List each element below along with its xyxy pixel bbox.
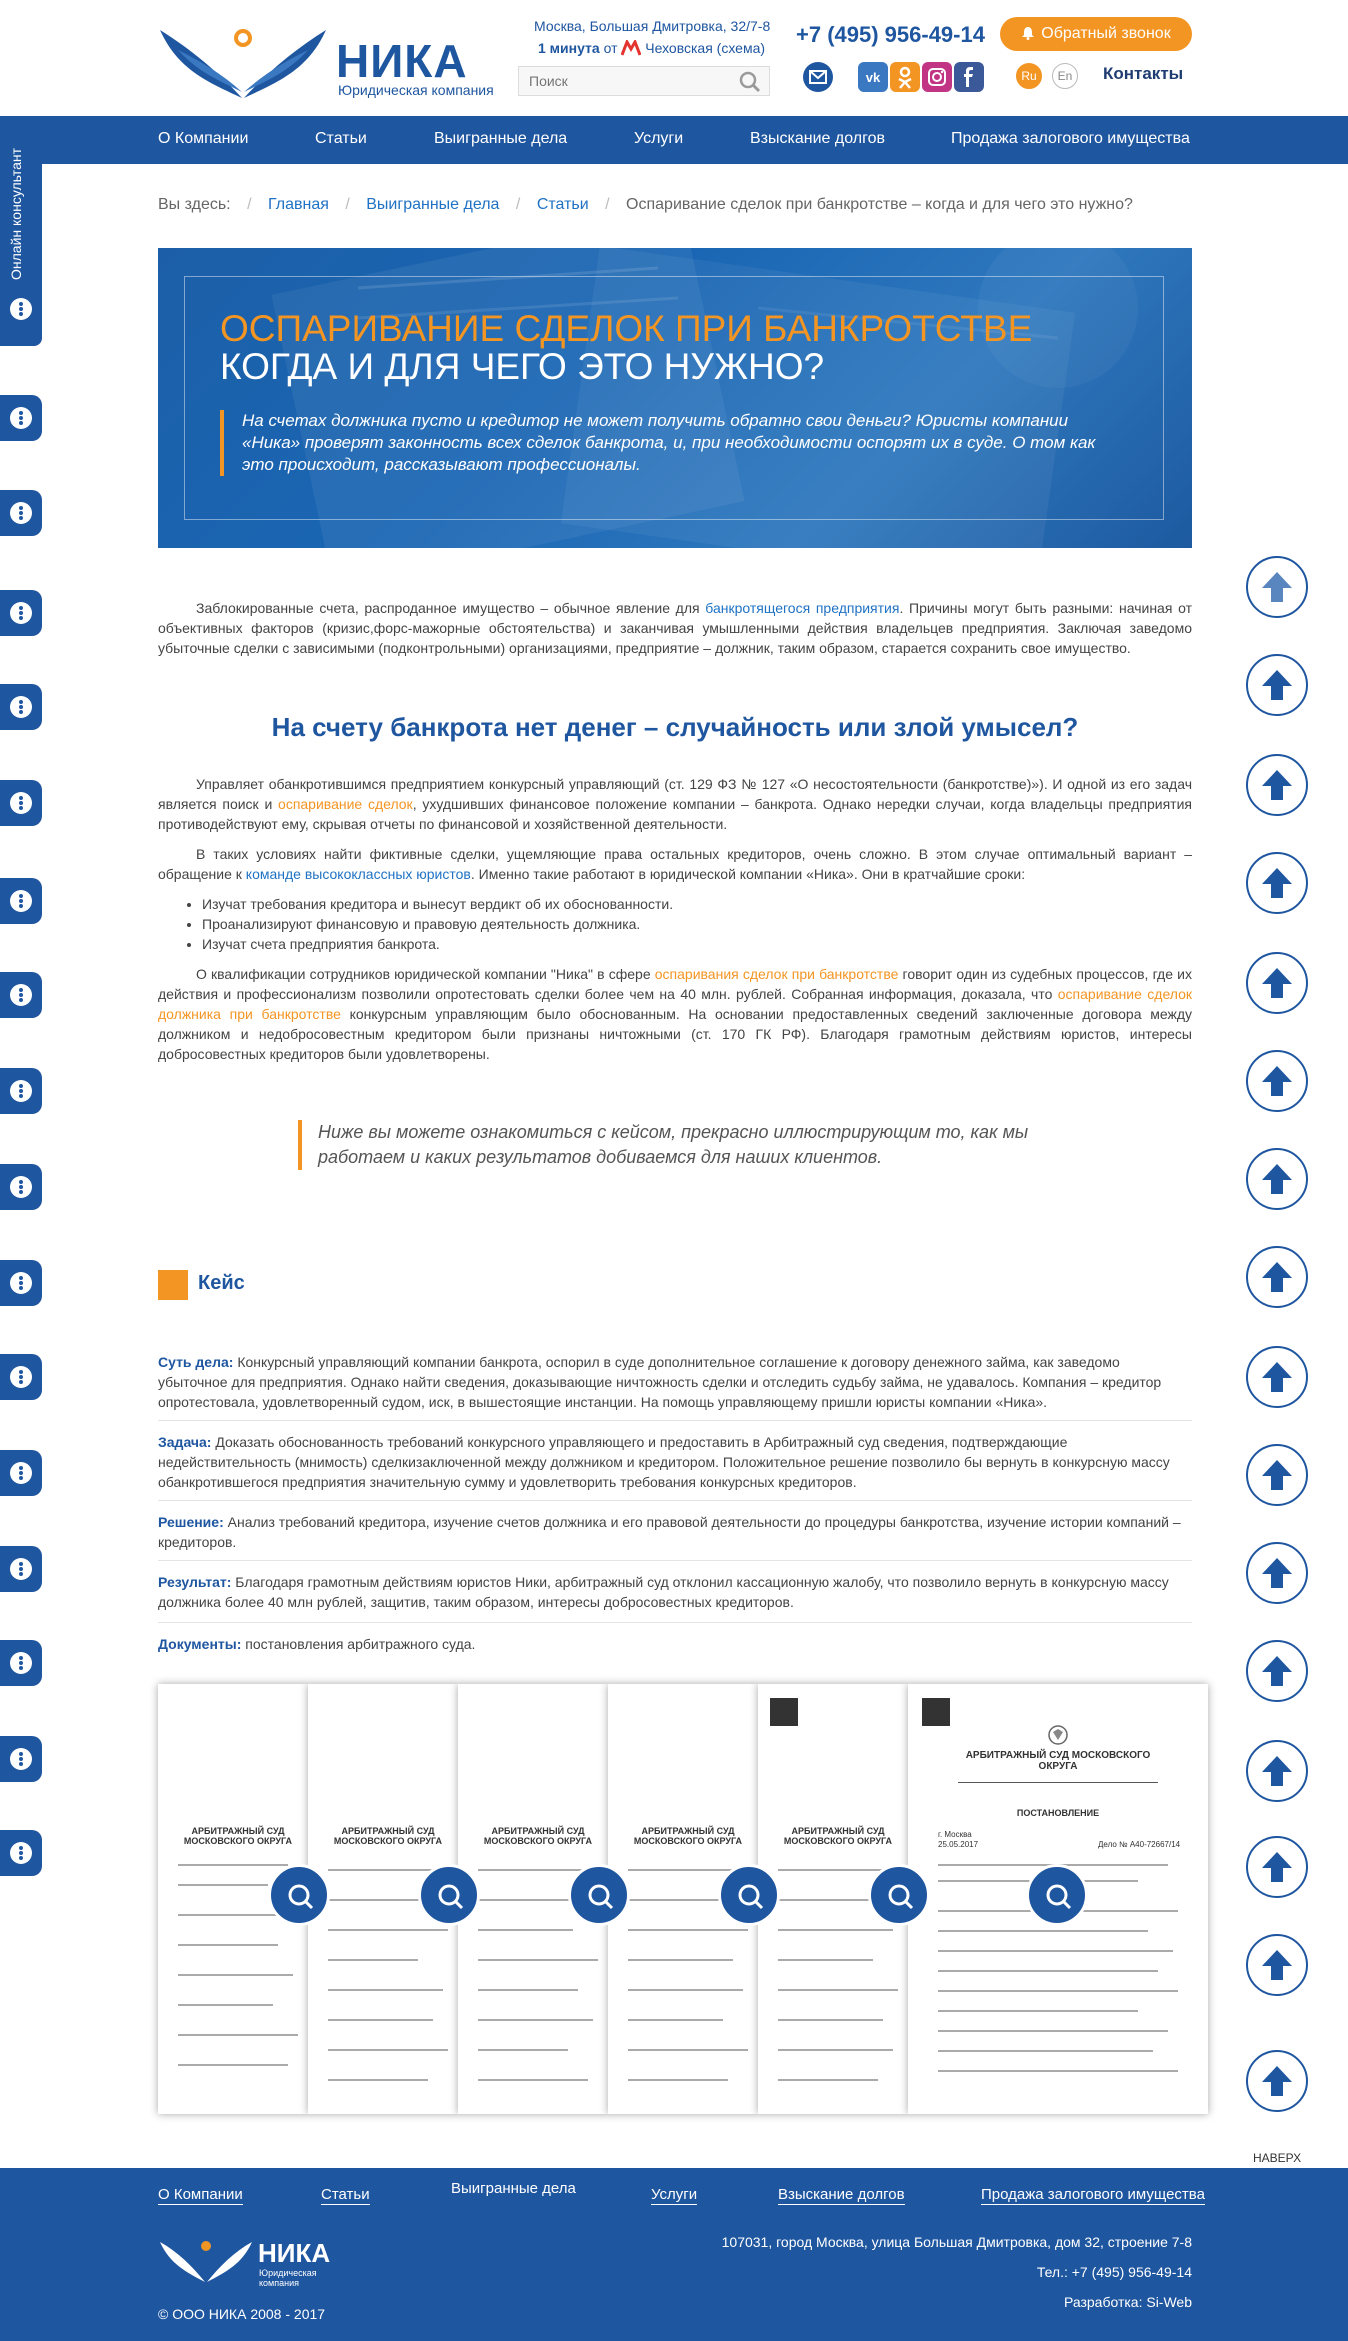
coat-of-arms-icon	[1047, 1724, 1069, 1746]
doc-line	[328, 2019, 433, 2021]
scroll-up-button[interactable]	[1246, 2050, 1308, 2112]
case-essence-label: Суть дела:	[158, 1354, 234, 1370]
facebook-icon[interactable]	[954, 62, 984, 92]
lang-ru-button[interactable]: Ru	[1016, 63, 1042, 89]
breadcrumb-won-cases[interactable]: Выигранные дела	[366, 196, 500, 213]
scroll-up-button[interactable]	[1246, 1740, 1308, 1802]
doc-line	[178, 2004, 273, 2006]
metro-from: от	[603, 40, 618, 56]
case-solution-label: Решение:	[158, 1514, 224, 1530]
footer-logo[interactable]	[158, 2234, 358, 2288]
zoom-icon	[1042, 1880, 1072, 1910]
chat-icon	[10, 1652, 32, 1674]
doc-line	[778, 1989, 898, 1991]
logo-subtitle: Юридическая компания	[338, 82, 494, 98]
intro-paragraph	[158, 598, 1192, 658]
hero-banner	[158, 248, 1192, 548]
zoom-icon	[434, 1880, 464, 1910]
metro-time: 1 минута	[538, 40, 600, 56]
bankrupt-enterprise-link[interactable]: банкротящегося предприятия	[705, 600, 900, 616]
vk-icon[interactable]	[858, 62, 888, 92]
doc-line	[778, 2079, 878, 2081]
search-box	[518, 66, 770, 96]
chat-tab[interactable]	[0, 780, 42, 826]
footer-link-services[interactable]: Услуги	[651, 2186, 698, 2203]
scroll-up-button[interactable]	[1246, 1934, 1308, 1996]
qr-code-icon	[770, 1698, 798, 1726]
metro-info	[538, 40, 765, 56]
arrow-up-icon	[1258, 964, 1296, 1002]
doc-line	[328, 2079, 428, 2081]
chat-icon	[10, 1080, 32, 1102]
doc-court-title: АРБИТРАЖНЫЙ СУД МОСКОВСКОГО ОКРУГА	[333, 1826, 443, 1846]
case-result-text: Благодаря грамотным действиям юристов Ники, арбитражный суд отклонил кассационную жалобу, что позволило вернуть в конкурсную массу должника более 40 млн рублей, защитив, таким образом, интересы добросовестных кредиторов.	[158, 1574, 1169, 1610]
arrow-up-icon	[1258, 1554, 1296, 1592]
doc-line	[628, 2049, 748, 2051]
chat-icon	[10, 1366, 32, 1388]
arrow-up-icon	[1258, 1258, 1296, 1296]
chat-tab[interactable]	[0, 1450, 42, 1496]
doc-label: ПОСТАНОВЛЕНИЕ	[1016, 1808, 1100, 1818]
arrow-up-icon	[1258, 766, 1296, 804]
doc-line	[178, 1864, 288, 1866]
breadcrumb-articles[interactable]: Статьи	[536, 196, 589, 213]
case-title: Кейс	[198, 1272, 245, 1294]
callback-button[interactable]	[1000, 17, 1192, 51]
zoom-icon	[284, 1880, 314, 1910]
case-solution	[158, 1512, 1192, 1552]
doc-line	[328, 2049, 448, 2051]
scroll-up-button[interactable]	[1246, 952, 1308, 1014]
doc-court-title: АРБИТРАЖНЫЙ СУД МОСКОВСКОГО ОКРУГА	[183, 1826, 293, 1846]
chat-tab[interactable]	[0, 590, 42, 636]
chat-icon	[10, 502, 32, 524]
paragraph-text: В таких условиях найти фиктивные сделки, ущемляющие права остальных кредиторов, очень сложно. В этом случае оптимальный вариант – обращение к	[158, 846, 1192, 882]
qr-code-icon	[922, 1698, 950, 1726]
divider	[158, 1622, 1192, 1623]
phone-number[interactable]: +7 (495) 956-49-14	[796, 22, 985, 47]
online-consultant-tab[interactable]	[0, 120, 42, 346]
arrow-up-icon	[1258, 1456, 1296, 1494]
zoom-button[interactable]	[868, 1864, 930, 1926]
chat-icon	[10, 602, 32, 624]
zoom-button[interactable]	[568, 1864, 630, 1926]
lawyers-team-link[interactable]: команде высококлассных юристов	[245, 866, 471, 882]
doc-line	[778, 2019, 883, 2021]
bell-icon	[1021, 26, 1035, 40]
paragraph-2	[158, 774, 1192, 834]
nav-item-services[interactable]: Услуги	[634, 130, 684, 147]
doc-line	[628, 2079, 728, 2081]
chat-tab[interactable]	[0, 1546, 42, 1592]
chat-tab[interactable]	[0, 395, 42, 441]
paragraph-text: конкурсным управляющим было обоснованным. На основании предоставленных сведений заключенные договора между должником и недобросовестным кредитором были признаны ничтожными (ст. 170 ГК РФ). Благодаря грамотным действиям юристов, интересы добросовестных кредиторов были удовлетворены.	[158, 1006, 1192, 1062]
paragraph-text: говорит один из судебных процессов, где их действия и профессионализм позволили опротестовать сделки более чем на 40 млн. рублей. Собранная информация, доказала, что	[158, 966, 1192, 1002]
list-item: • Изучат счета предприятия банкрота.	[202, 934, 673, 954]
scroll-up-button[interactable]	[1246, 1050, 1308, 1112]
case-quote: Ниже вы можете ознакомиться с кейсом, прекрасно иллюстрирующим то, как мы работаем и каких результатов добиваемся для наших клиентов.	[298, 1120, 1058, 1170]
footer-logo-wings-icon	[158, 2234, 254, 2284]
doc-line	[328, 1869, 438, 1871]
paragraph-text: О квалификации сотрудников юридической компании "Ника" в сфере	[196, 966, 655, 982]
chat-icon	[10, 1748, 32, 1770]
chat-tab[interactable]	[0, 1830, 42, 1876]
doc-city: г. Москва	[938, 1830, 972, 1839]
doc-line	[938, 2070, 1178, 2072]
arrow-up-icon	[1258, 1358, 1296, 1396]
doc-line	[778, 2049, 893, 2051]
list-item: • Проанализируют финансовую и правовую деятельность должника.	[202, 914, 673, 934]
chat-icon	[10, 1842, 32, 1864]
online-consultant-label: Онлайн консультант	[8, 147, 24, 280]
site-footer	[0, 2168, 1348, 2341]
nav-item-about[interactable]: О Компании	[158, 130, 249, 147]
arrow-up-icon	[1258, 864, 1296, 902]
arrow-up-icon	[1258, 2062, 1296, 2100]
deal-challenge-link[interactable]: оспаривание сделок	[278, 796, 413, 812]
doc-line	[328, 1929, 448, 1931]
footer-phone[interactable]: Тел.: +7 (495) 956-49-14	[1036, 2264, 1192, 2280]
main-nav	[0, 116, 1348, 164]
case-documents-text: постановления арбитражного суда.	[241, 1636, 476, 1652]
logo-wings-icon	[158, 20, 328, 100]
divider	[158, 1420, 1192, 1421]
doc-line	[478, 2049, 568, 2051]
scroll-up-button[interactable]	[1246, 1836, 1308, 1898]
section-heading: На счету банкрота нет денег – случайность или злой умысел?	[271, 712, 1079, 742]
doc-line	[478, 1989, 578, 1991]
scroll-up-button[interactable]	[1246, 654, 1308, 716]
breadcrumb-current: Оспаривание сделок при банкротстве – когда и для чего это нужно?	[626, 196, 1133, 213]
arrow-up-icon	[1258, 1062, 1296, 1100]
zoom-icon	[584, 1880, 614, 1910]
deal-challenge-bankruptcy-link[interactable]: оспаривания сделок при банкротстве	[654, 966, 899, 982]
doc-line	[628, 1899, 723, 1901]
zoom-button[interactable]	[418, 1864, 480, 1926]
chat-icon	[10, 696, 32, 718]
footer-logo-subtitle: Юридическая компания	[259, 2268, 317, 2288]
divider	[158, 1560, 1192, 1561]
arrow-up-icon	[1258, 1752, 1296, 1790]
footer-link-won-cases[interactable]: Выигранные дела	[451, 2180, 576, 2197]
doc-line	[778, 1869, 888, 1871]
breadcrumb-separator: /	[515, 196, 521, 213]
doc-court-title: АРБИТРАЖНЫЙ СУД МОСКОВСКОГО ОКРУГА	[783, 1826, 893, 1846]
doc-line	[178, 2034, 298, 2036]
arrow-up-icon	[1258, 666, 1296, 704]
chat-icon	[10, 984, 32, 1006]
doc-line	[478, 2019, 593, 2021]
doc-line	[628, 1989, 743, 1991]
intro-text: Заблокированные счета, распроданное имущество – обычное явление для	[196, 600, 706, 616]
chat-tab[interactable]	[0, 490, 42, 536]
case-task-text: Доказать обоснованность требований конкурсного управляющего и предоставить в Арбитражный суд сведения, подтверждающие недействительность (мнимость) сделкизаключенной между должником и кредитором. Положительное решение позволило бы вернуть в конкурсную массу обанкротившегося предприятия значительную сумму и удовлетворить требования конкурсных кредиторов.	[158, 1434, 1170, 1490]
arrow-up-icon	[1258, 1652, 1296, 1690]
chat-icon	[10, 407, 32, 429]
doc-line	[478, 2079, 588, 2081]
chat-icon	[10, 1462, 32, 1484]
documents-gallery	[158, 1684, 1208, 2114]
doc-line	[178, 1884, 268, 1886]
scroll-up-button[interactable]	[1246, 1346, 1308, 1408]
case-documents	[158, 1634, 1192, 1654]
zoom-button[interactable]	[268, 1864, 330, 1926]
up-button-label: НАВЕРХ	[1253, 2151, 1302, 2165]
footer-developer[interactable]: Разработка: Si-Web	[1063, 2294, 1192, 2310]
footer-link-debt-collection[interactable]: Взыскание долгов	[778, 2186, 905, 2203]
list-item: • Изучат требования кредитора и вынесут вердикт об их обоснованности.	[202, 894, 673, 914]
breadcrumb-separator: /	[345, 196, 350, 213]
scroll-up-button[interactable]	[1246, 754, 1308, 816]
doc-line	[778, 1929, 893, 1931]
search-input[interactable]	[519, 67, 719, 95]
breadcrumb-separator: /	[247, 196, 252, 213]
doc-line	[938, 1930, 1148, 1932]
doc-line	[178, 1974, 293, 1976]
arrow-up-icon	[1258, 568, 1296, 606]
doc-line	[178, 2064, 288, 2066]
footer-link-collateral-sale[interactable]: Продажа залогового имущества	[981, 2186, 1205, 2203]
case-result-label: Результат:	[158, 1574, 232, 1590]
chat-icon	[10, 792, 32, 814]
site-header	[0, 0, 1348, 116]
chat-tab[interactable]	[0, 1164, 42, 1210]
odnoklassniki-icon[interactable]	[890, 62, 920, 92]
case-documents-label: Документы:	[158, 1636, 242, 1652]
nav-item-won-cases[interactable]: Выигранные дела	[434, 130, 568, 147]
logo-name: НИКА	[336, 35, 468, 87]
arrow-up-icon	[1258, 1160, 1296, 1198]
chat-icon	[10, 1558, 32, 1580]
footer-link-about[interactable]: О Компании	[158, 2186, 243, 2203]
services-list	[198, 894, 673, 954]
chat-icon	[10, 1176, 32, 1198]
chat-icon	[10, 298, 32, 320]
zoom-button[interactable]	[718, 1864, 780, 1926]
arrow-up-icon	[1258, 1848, 1296, 1886]
svg-text:vk: vk	[865, 70, 881, 85]
doc-court-title: АРБИТРАЖНЫЙ СУД МОСКОВСКОГО ОКРУГА	[965, 1750, 1151, 1772]
case-task	[158, 1432, 1192, 1492]
chat-tab[interactable]	[0, 1354, 42, 1400]
doc-case-number: Дело № А40-72667/14	[1098, 1840, 1181, 1849]
hero-title-line2: КОГДА И ДЛЯ ЧЕГО ЭТО НУЖНО?	[220, 346, 825, 387]
debtor-deal-challenge-link[interactable]: оспаривание сделок должника при банкротстве	[158, 986, 1193, 1022]
breadcrumb-home[interactable]: Главная	[267, 196, 329, 213]
scroll-up-button[interactable]	[1246, 556, 1308, 618]
doc-line	[938, 1950, 1173, 1952]
zoom-icon	[734, 1880, 764, 1910]
doc-line	[478, 1929, 573, 1931]
divider	[158, 1500, 1192, 1501]
doc-line	[938, 1970, 1158, 1972]
chat-tab[interactable]	[0, 1736, 42, 1782]
zoom-icon	[884, 1880, 914, 1910]
paragraph-text: . Именно такие работают в юридической компании «Ника». Они в кратчайшие сроки:	[470, 866, 1026, 882]
case-marker-icon	[158, 1270, 188, 1300]
doc-line	[938, 2010, 1138, 2012]
logo[interactable]	[158, 20, 498, 100]
scroll-up-button[interactable]	[1246, 1542, 1308, 1604]
doc-line	[628, 1929, 748, 1931]
metro-icon	[621, 40, 641, 56]
doc-court-title: АРБИТРАЖНЫЙ СУД МОСКОВСКОГО ОКРУГА	[483, 1826, 593, 1846]
nav-item-collateral-sale[interactable]: Продажа залогового имущества	[951, 130, 1190, 147]
mail-icon[interactable]	[803, 62, 833, 92]
breadcrumb	[158, 196, 1133, 214]
doc-line	[958, 1782, 1158, 1783]
footer-address: 107031, город Москва, улица Большая Дмитровка, дом 32, строение 7-8	[721, 2234, 1192, 2250]
doc-court-title: АРБИТРАЖНЫЙ СУД МОСКОВСКОГО ОКРУГА	[633, 1826, 743, 1846]
chat-icon	[10, 1272, 32, 1294]
address: Москва, Большая Дмитровка, 32/7-8	[534, 18, 771, 34]
arrow-up-icon	[1258, 1946, 1296, 1984]
chat-tab[interactable]	[0, 1068, 42, 1114]
doc-line	[628, 1869, 738, 1871]
metro-station-link[interactable]: Чеховская (схема)	[645, 40, 766, 56]
zoom-button[interactable]	[1026, 1864, 1088, 1926]
chat-tab[interactable]	[0, 1640, 42, 1686]
doc-line	[628, 1959, 733, 1961]
doc-line	[938, 1990, 1178, 1992]
hero-lead: На счетах должника пусто и кредитор не может получить обратно свои деньги? Юристы компании «Ника» проверят законность всех сделок банкрота, и, при необходимости оспорят их в суде. О том как это происходит, рассказывают профессионалы.	[220, 410, 1120, 476]
case-result	[158, 1572, 1192, 1612]
case-essence-text: Конкурсный управляющий компании банкрота, оспорил в суде дополнительное соглашение к договору денежного займа, как заведомо убыточное для предприятия. Однако найти сведения, доказывающие ничтожность сделки и отследить судьбу займа, не удавалось. Компания – кредитор опротестовала, удовлетворенный судом, иск, в вышестоящие инстанции. На помощь управляющему пришли юристы компании «Ника».	[158, 1354, 1162, 1410]
instagram-icon[interactable]	[922, 62, 952, 92]
chat-tab[interactable]	[0, 972, 42, 1018]
case-task-label: Задача:	[158, 1434, 212, 1450]
paragraph-text: , ухудшивших финансовое положение компании – банкрота. Однако нередки случаи, когда владельцы предприятия противодействуют ему, скрывая отчеты по финансовой и хозяйственной деятельности.	[158, 796, 1192, 832]
doc-line	[328, 1989, 443, 1991]
scroll-up-button[interactable]	[1246, 1640, 1308, 1702]
doc-line	[478, 1869, 583, 1871]
chat-tab[interactable]	[0, 1260, 42, 1306]
lang-en-button[interactable]: En	[1052, 63, 1078, 89]
scroll-up-button[interactable]	[1246, 1148, 1308, 1210]
doc-line	[628, 2019, 723, 2021]
doc-date: 25.05.2017	[938, 1840, 979, 1849]
doc-line	[778, 1899, 878, 1901]
intro-text: . Причины могут быть разными: начиная от объективных факторов (кризис,форс-мажорные обстоятельства) и заканчивая умышленными действия владельцев предприятия. Заключая заведомо убыточные сделки с зависимыми (подконтрольными) организациями, предприятие – должник, таким образом, старается сохранить свое имущество.	[158, 600, 1192, 656]
search-icon[interactable]	[739, 71, 761, 93]
doc-line	[178, 1944, 278, 1946]
breadcrumb-prefix: Вы здесь:	[158, 196, 231, 213]
doc-line	[328, 1959, 418, 1961]
case-solution-text: Анализ требований кредитора, изучение счетов должника и его правовой деятельности до процедуры банкротства, изучение истории компаний – кредиторов.	[158, 1514, 1181, 1550]
footer-link-articles[interactable]: Статьи	[321, 2186, 370, 2203]
nav-item-debt-collection[interactable]: Взыскание долгов	[750, 130, 885, 147]
nav-item-articles[interactable]: Статьи	[315, 130, 367, 147]
scroll-up-button[interactable]	[1246, 852, 1308, 914]
chat-tab[interactable]	[0, 684, 42, 730]
doc-line	[328, 1899, 428, 1901]
chat-icon	[10, 890, 32, 912]
callback-label: Обратный звонок	[1041, 25, 1171, 42]
footer-copyright: © ООО НИКА 2008 - 2017	[158, 2306, 326, 2322]
doc-line	[938, 2030, 1168, 2032]
scroll-up-button[interactable]	[1246, 1246, 1308, 1308]
paragraph-text: Управляет обанкротившимся предприятием конкурсный управляющий (ст. 129 ФЗ № 127 «О несостоятельности (банкротстве)»). И одной из его задач является поиск и	[158, 776, 1192, 812]
scroll-up-button[interactable]	[1246, 1444, 1308, 1506]
case-essence	[158, 1352, 1192, 1412]
doc-line	[938, 2050, 1153, 2052]
doc-line	[478, 1959, 598, 1961]
paragraph-4	[158, 964, 1192, 1064]
contacts-link[interactable]: Контакты	[1103, 64, 1184, 83]
hero-title-line1: ОСПАРИВАНИЕ СДЕЛОК ПРИ БАНКРОТСТВЕ	[220, 308, 1033, 349]
breadcrumb-separator: /	[605, 196, 610, 213]
paragraph-3	[158, 844, 1192, 884]
chat-tab[interactable]	[0, 878, 42, 924]
doc-line	[778, 1959, 873, 1961]
footer-logo-name: НИКА	[258, 2238, 331, 2268]
